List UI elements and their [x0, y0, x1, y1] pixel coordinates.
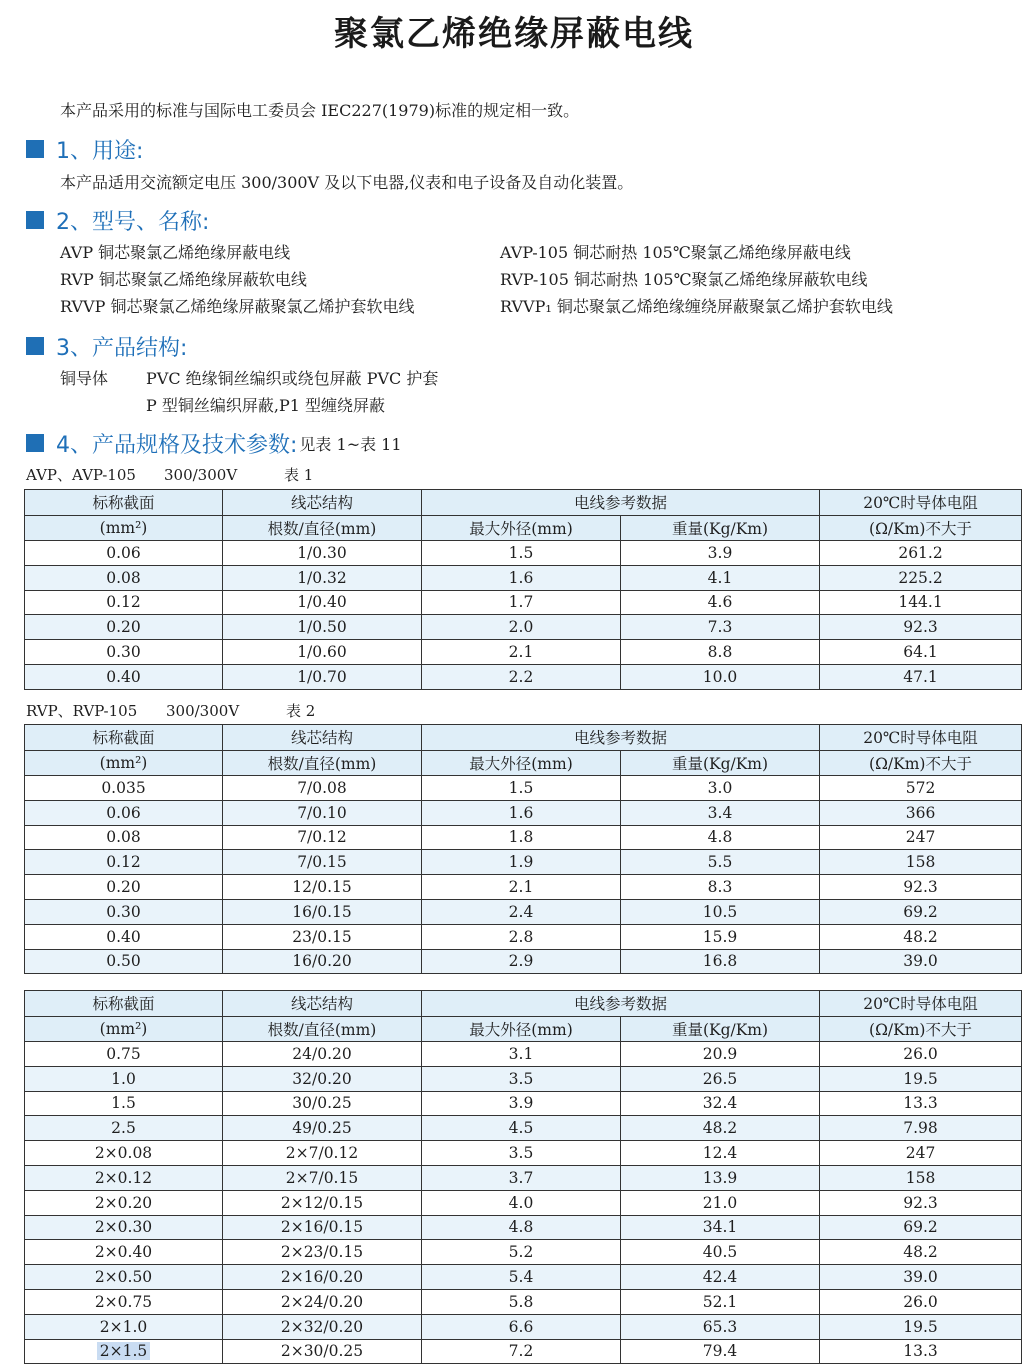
header-resistance-unit: (Ω/Km)不大于 [820, 515, 1022, 541]
section-marker-icon [26, 434, 44, 452]
cell-core: 12/0.15 [223, 875, 422, 900]
table-row [25, 1215, 1022, 1240]
header-weight: 重量(Kg/Km) [621, 1016, 820, 1042]
header-resistance: 20℃时导体电阻 [820, 490, 1022, 516]
cell-max-od: 5.4 [422, 1265, 621, 1290]
table2-number: 表 2 [286, 702, 316, 720]
cell-section: 2×0.12 [25, 1165, 223, 1190]
cell-weight: 3.4 [621, 800, 820, 825]
section-specs-title: 4、产品规格及技术参数: [56, 432, 298, 458]
cell-resistance: 39.0 [820, 1265, 1022, 1290]
cell-resistance: 13.3 [820, 1339, 1022, 1364]
cell-section: 0.40 [25, 924, 223, 949]
cell-core: 2×16/0.20 [223, 1265, 422, 1290]
cell-core: 23/0.15 [223, 924, 422, 949]
cell-section: 2×0.40 [25, 1240, 223, 1265]
table-row [25, 1116, 1022, 1141]
usage-text: 本产品适用交流额定电压 300/300V 及以下电器,仪表和电子设备及自动化装置。 [60, 173, 634, 192]
cell-core: 7/0.10 [223, 800, 422, 825]
cell-section: 2×0.30 [25, 1215, 223, 1240]
table-row [25, 1042, 1022, 1067]
structure-line-2: P 型铜丝编织屏蔽,P1 型缠绕屏蔽 [146, 396, 385, 415]
cell-weight: 4.6 [621, 590, 820, 615]
spec-table-3 [24, 990, 1022, 1364]
table-row [25, 1165, 1022, 1190]
cell-resistance: 572 [820, 776, 1022, 801]
cell-max-od: 1.6 [422, 565, 621, 590]
cell-section: 2×0.20 [25, 1190, 223, 1215]
cell-weight: 48.2 [621, 1116, 820, 1141]
cell-weight: 7.3 [621, 615, 820, 640]
cell-core: 2×24/0.20 [223, 1289, 422, 1314]
cell-core: 30/0.25 [223, 1091, 422, 1116]
cell-resistance: 69.2 [820, 899, 1022, 924]
table2-voltage: 300/300V [166, 702, 240, 720]
cell-max-od: 4.5 [422, 1116, 621, 1141]
cell-max-od: 3.5 [422, 1066, 621, 1091]
cell-section: 0.50 [25, 949, 223, 974]
cell-resistance: 64.1 [820, 640, 1022, 665]
cell-max-od: 3.1 [422, 1042, 621, 1067]
cell-section: 0.06 [25, 541, 223, 566]
cell-core: 16/0.15 [223, 899, 422, 924]
cell-max-od: 2.8 [422, 924, 621, 949]
cell-resistance: 158 [820, 850, 1022, 875]
header-ref-data: 电线参考数据 [422, 725, 820, 751]
table-row [25, 1240, 1022, 1265]
cell-weight: 16.8 [621, 949, 820, 974]
cell-weight: 21.0 [621, 1190, 820, 1215]
cell-resistance: 19.5 [820, 1314, 1022, 1339]
cell-resistance: 19.5 [820, 1066, 1022, 1091]
cell-max-od: 3.5 [422, 1141, 621, 1166]
table-row [25, 949, 1022, 974]
cell-resistance: 92.3 [820, 615, 1022, 640]
cell-resistance: 39.0 [820, 949, 1022, 974]
section-structure-title: 3、产品结构: [56, 335, 188, 361]
cell-weight: 10.5 [621, 899, 820, 924]
table-row [25, 640, 1022, 665]
cell-weight: 26.5 [621, 1066, 820, 1091]
cell-weight: 4.1 [621, 565, 820, 590]
cell-core: 1/0.40 [223, 590, 422, 615]
section-structure-heading [26, 331, 187, 361]
cell-section: 1.5 [25, 1091, 223, 1116]
header-resistance: 20℃时导体电阻 [820, 725, 1022, 751]
section-specs-note: 见表 1~表 11 [299, 434, 402, 454]
cell-weight: 40.5 [621, 1240, 820, 1265]
table-row [25, 1141, 1022, 1166]
intro-text: 本产品采用的标准与国际电工委员会 IEC227(1979)标准的规定相一致。 [60, 101, 580, 120]
cell-core: 1/0.32 [223, 565, 422, 590]
cell-section: 2×0.08 [25, 1141, 223, 1166]
table-row [25, 1314, 1022, 1339]
cell-weight: 32.4 [621, 1091, 820, 1116]
spec-table-1 [24, 489, 1022, 690]
cell-section: 0.12 [25, 590, 223, 615]
cell-weight: 65.3 [621, 1314, 820, 1339]
header-max-od: 最大外径(mm) [422, 1016, 621, 1042]
cell-section: 0.30 [25, 640, 223, 665]
header-ref-data: 电线参考数据 [422, 490, 820, 516]
cell-weight: 8.8 [621, 640, 820, 665]
cell-max-od: 2.4 [422, 899, 621, 924]
model-right-1: AVP-105 铜芯耐热 105℃聚氯乙烯绝缘屏蔽电线 [500, 243, 851, 262]
header-core: 线芯结构 [223, 725, 422, 751]
section-specs-heading [26, 428, 402, 458]
table-row [25, 776, 1022, 801]
table-row [25, 800, 1022, 825]
cell-section: 0.30 [25, 899, 223, 924]
model-right-3: RVVP₁ 铜芯聚氯乙烯绝缘缠绕屏蔽聚氯乙烯护套软电线 [500, 297, 893, 316]
structure-line-1: PVC 绝缘铜丝编织或绕包屏蔽 PVC 护套 [146, 369, 439, 388]
model-left-2: RVP 铜芯聚氯乙烯绝缘屏蔽软电线 [60, 270, 307, 289]
cell-max-od: 5.2 [422, 1240, 621, 1265]
cell-resistance: 7.98 [820, 1116, 1022, 1141]
header-section: 标称截面 [25, 490, 223, 516]
table-row [25, 590, 1022, 615]
table-row [25, 1066, 1022, 1091]
table2-model: RVP、RVP-105 [26, 702, 138, 720]
table-row [25, 615, 1022, 640]
cell-resistance: 92.3 [820, 875, 1022, 900]
cell-weight: 5.5 [621, 850, 820, 875]
cell-weight: 20.9 [621, 1042, 820, 1067]
cell-section: 0.20 [25, 615, 223, 640]
cell-resistance: 247 [820, 825, 1022, 850]
cell-max-od: 2.9 [422, 949, 621, 974]
header-section-unit: (mm²) [25, 1016, 223, 1042]
cell-weight: 79.4 [621, 1339, 820, 1364]
cell-core: 1/0.30 [223, 541, 422, 566]
section-usage-title: 1、用途: [56, 138, 144, 164]
cell-core: 7/0.15 [223, 850, 422, 875]
header-weight: 重量(Kg/Km) [621, 750, 820, 776]
table-row [25, 541, 1022, 566]
cell-max-od: 1.7 [422, 590, 621, 615]
cell-section: 0.035 [25, 776, 223, 801]
cell-max-od: 2.0 [422, 615, 621, 640]
table1-caption [26, 464, 313, 485]
cell-weight: 12.4 [621, 1141, 820, 1166]
cell-weight: 10.0 [621, 664, 820, 689]
header-ref-data: 电线参考数据 [422, 991, 820, 1017]
header-section-unit: (mm²) [25, 750, 223, 776]
section-marker-icon [26, 140, 44, 158]
cell-weight: 3.9 [621, 541, 820, 566]
cell-section: 0.08 [25, 825, 223, 850]
table-row [25, 899, 1022, 924]
cell-resistance: 225.2 [820, 565, 1022, 590]
cell-core: 49/0.25 [223, 1116, 422, 1141]
cell-max-od: 3.7 [422, 1165, 621, 1190]
cell-max-od: 1.8 [422, 825, 621, 850]
cell-weight: 3.0 [621, 776, 820, 801]
cell-max-od: 2.1 [422, 875, 621, 900]
header-max-od: 最大外径(mm) [422, 750, 621, 776]
section-marker-icon [26, 211, 44, 229]
table-row [25, 1091, 1022, 1116]
header-core-unit: 根数/直径(mm) [223, 750, 422, 776]
cell-max-od: 6.6 [422, 1314, 621, 1339]
cell-core: 7/0.12 [223, 825, 422, 850]
cell-max-od: 3.9 [422, 1091, 621, 1116]
cell-section: 0.08 [25, 565, 223, 590]
cell-weight: 13.9 [621, 1165, 820, 1190]
table-row [25, 1265, 1022, 1290]
table2-caption [26, 700, 315, 721]
table-row [25, 1190, 1022, 1215]
cell-section: 2×1.0 [25, 1314, 223, 1339]
cell-section: 2×0.75 [25, 1289, 223, 1314]
table1-number: 表 1 [284, 466, 314, 484]
cell-core: 1/0.50 [223, 615, 422, 640]
cell-section [25, 1339, 223, 1364]
cell-max-od: 1.5 [422, 541, 621, 566]
cell-core: 2×32/0.20 [223, 1314, 422, 1339]
header-core: 线芯结构 [223, 991, 422, 1017]
model-left-3: RVVP 铜芯聚氯乙烯绝缘屏蔽聚氯乙烯护套软电线 [60, 297, 415, 316]
cell-core: 2×23/0.15 [223, 1240, 422, 1265]
model-left-1: AVP 铜芯聚氯乙烯绝缘屏蔽电线 [60, 243, 291, 262]
cell-weight: 4.8 [621, 825, 820, 850]
cell-max-od: 2.2 [422, 664, 621, 689]
table-row [25, 565, 1022, 590]
table-row [25, 825, 1022, 850]
header-section-unit: (mm²) [25, 515, 223, 541]
cell-resistance: 261.2 [820, 541, 1022, 566]
cell-max-od: 4.8 [422, 1215, 621, 1240]
table-row [25, 924, 1022, 949]
cell-section: 0.75 [25, 1042, 223, 1067]
cell-section: 2×0.50 [25, 1265, 223, 1290]
cell-weight: 42.4 [621, 1265, 820, 1290]
cell-resistance: 366 [820, 800, 1022, 825]
header-max-od: 最大外径(mm) [422, 515, 621, 541]
cell-resistance: 13.3 [820, 1091, 1022, 1116]
cell-section: 0.06 [25, 800, 223, 825]
header-section: 标称截面 [25, 725, 223, 751]
cell-resistance: 26.0 [820, 1042, 1022, 1067]
cell-resistance: 69.2 [820, 1215, 1022, 1240]
cell-max-od: 4.0 [422, 1190, 621, 1215]
cell-resistance: 26.0 [820, 1289, 1022, 1314]
cell-core: 2×7/0.15 [223, 1165, 422, 1190]
cell-core: 24/0.20 [223, 1042, 422, 1067]
cell-core: 2×16/0.15 [223, 1215, 422, 1240]
header-resistance-unit: (Ω/Km)不大于 [820, 750, 1022, 776]
header-core-unit: 根数/直径(mm) [223, 515, 422, 541]
cell-max-od: 7.2 [422, 1339, 621, 1364]
table1-voltage: 300/300V [164, 466, 238, 484]
cell-max-od: 1.5 [422, 776, 621, 801]
table1-model: AVP、AVP-105 [26, 466, 136, 484]
cell-max-od: 2.1 [422, 640, 621, 665]
cell-weight: 15.9 [621, 924, 820, 949]
cell-core: 32/0.20 [223, 1066, 422, 1091]
table-row [25, 850, 1022, 875]
cell-max-od: 5.8 [422, 1289, 621, 1314]
cell-section: 0.20 [25, 875, 223, 900]
cell-core: 2×12/0.15 [223, 1190, 422, 1215]
cell-resistance: 47.1 [820, 664, 1022, 689]
highlighted-value: 2×1.5 [97, 1342, 151, 1360]
cell-weight: 34.1 [621, 1215, 820, 1240]
cell-resistance: 92.3 [820, 1190, 1022, 1215]
cell-core: 2×30/0.25 [223, 1339, 422, 1364]
cell-core: 16/0.20 [223, 949, 422, 974]
section-models-heading [26, 205, 209, 235]
cell-section: 2.5 [25, 1116, 223, 1141]
cell-max-od: 1.9 [422, 850, 621, 875]
table-row [25, 664, 1022, 689]
cell-max-od: 1.6 [422, 800, 621, 825]
cell-resistance: 247 [820, 1141, 1022, 1166]
section-marker-icon [26, 337, 44, 355]
spec-table-2 [24, 724, 1022, 974]
cell-section: 0.40 [25, 664, 223, 689]
structure-label: 铜导体 [60, 369, 109, 388]
cell-resistance: 48.2 [820, 1240, 1022, 1265]
header-core: 线芯结构 [223, 490, 422, 516]
cell-section: 1.0 [25, 1066, 223, 1091]
table-row [25, 875, 1022, 900]
header-resistance: 20℃时导体电阻 [820, 991, 1022, 1017]
cell-core: 7/0.08 [223, 776, 422, 801]
cell-core: 1/0.70 [223, 664, 422, 689]
cell-weight: 8.3 [621, 875, 820, 900]
model-right-2: RVP-105 铜芯耐热 105℃聚氯乙烯绝缘屏蔽软电线 [500, 270, 868, 289]
page-title: 聚氯乙烯绝缘屏蔽电线 [334, 14, 694, 54]
cell-section: 0.12 [25, 850, 223, 875]
table-row [25, 1289, 1022, 1314]
table-row [25, 1339, 1022, 1364]
cell-resistance: 158 [820, 1165, 1022, 1190]
cell-weight: 52.1 [621, 1289, 820, 1314]
header-weight: 重量(Kg/Km) [621, 515, 820, 541]
section-models-title: 2、型号、名称: [56, 209, 210, 235]
cell-resistance: 144.1 [820, 590, 1022, 615]
cell-core: 2×7/0.12 [223, 1141, 422, 1166]
header-core-unit: 根数/直径(mm) [223, 1016, 422, 1042]
header-section: 标称截面 [25, 991, 223, 1017]
section-usage-heading [26, 134, 143, 164]
cell-core: 1/0.60 [223, 640, 422, 665]
header-resistance-unit: (Ω/Km)不大于 [820, 1016, 1022, 1042]
cell-resistance: 48.2 [820, 924, 1022, 949]
